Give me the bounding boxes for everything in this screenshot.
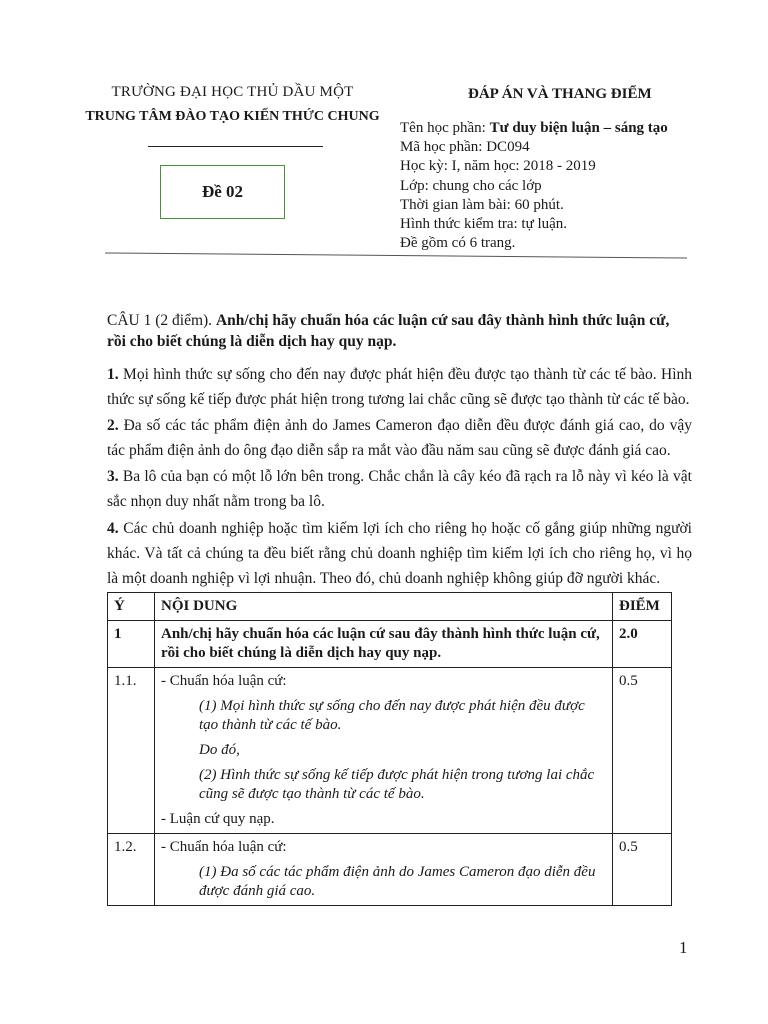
item-2 <box>107 413 692 463</box>
exam-format: Hình thức kiểm tra: tự luận. <box>400 216 568 233</box>
item-text: Đa số các tác phẩm điện ảnh do James Cameron đạo diễn đều được đánh giá cao, do vậy tác phẩm điện ảnh do ông đạo diễn sắp ra mắt vào đầu năm sau cũng sẽ được đánh giá cao. <box>107 417 692 459</box>
content-line: - Chuẩn hóa luận cứ: <box>161 839 287 855</box>
row-content: Anh/chị hãy chuẩn hóa các luận cứ sau đây thành hình thức luận cứ, rồi cho biết chúng là diễn dịch hay quy nạp. <box>155 621 613 668</box>
page-count: Đề gồm có 6 trang. <box>400 235 516 252</box>
item-number: 3. <box>107 468 119 485</box>
item-text: Mọi hình thức sự sống cho đến nay được phát hiện đều được tạo thành từ các tế bào. Hình thức sự sống kế tiếp được phát hiện trong tương lai chắc cũng sẽ được tạo thành từ các tế bào. <box>107 366 692 408</box>
header-underline <box>148 146 323 147</box>
school-name: TRƯỜNG ĐẠI HỌC THỦ DẦU MỘT <box>111 84 354 100</box>
conclusion: (2) Hình thức sự sống kế tiếp được phát hiện trong tương lai chắc cũng sẽ được tạo thành từ các tế bào. <box>199 767 595 802</box>
item-number: 1. <box>107 366 119 383</box>
row-score: 0.5 <box>613 668 672 834</box>
table-header-row <box>108 593 672 621</box>
item-4 <box>107 516 692 591</box>
row-score: 0.5 <box>613 834 672 906</box>
course-name-line <box>400 119 668 138</box>
course-name: Tư duy biện luận – sáng tạo <box>489 120 668 136</box>
answer-table <box>107 592 672 906</box>
content-line: - Chuẩn hóa luận cứ: <box>161 673 287 689</box>
argument-type: - Luận cứ quy nạp. <box>161 811 275 827</box>
item-text: Ba lô của bạn có một lỗ lớn bên trong. Chắc chắn là cây kéo đã rạch ra lỗ này vì kéo là vật sắc nhọn duy nhất nằm trong ba lô. <box>107 468 692 510</box>
row-index: 1.1. <box>108 668 155 834</box>
class-line: Lớp: chung cho các lớp <box>400 177 542 194</box>
item-text: Các chủ doanh nghiệp hoặc tìm kiếm lợi ích cho riêng họ hoặc cố gắng giúp những người khác. Và tất cả chúng ta đều biết rằng chủ doanh nghiệp tìm kiếm lợi ích cho riêng họ, vì họ là một doanh nghiệp vì lợi nhuận. Theo đó, chủ doanh nghiệp không giúp đỡ người khác. <box>107 520 692 587</box>
item-number: 4. <box>107 520 119 537</box>
premise: (1) Mọi hình thức sự sống cho đến nay được phát hiện đều được tạo thành từ các tế bào. <box>199 698 585 733</box>
exam-code: Đề 02 <box>201 182 244 201</box>
question-prompt: Anh/chị hãy chuẩn hóa các luận cứ sau đây thành hình thức luận cứ, rồi cho biết chúng là diễn dịch hay quy nạp. <box>107 312 670 350</box>
item-3 <box>107 464 692 514</box>
item-1 <box>107 362 692 412</box>
course-info <box>400 119 668 253</box>
row-index: 1 <box>108 621 155 668</box>
center-name: TRUNG TÂM ĐÀO TẠO KIẾN THỨC CHUNG <box>85 109 380 124</box>
exam-code-box <box>160 165 285 219</box>
page-number: 1 <box>679 938 688 957</box>
question-points: (2 điểm). <box>151 312 216 329</box>
table-row <box>108 834 672 906</box>
semester: Học kỳ: I, năm học: 2018 - 2019 <box>400 158 596 175</box>
question-heading <box>107 310 692 352</box>
header-cell: NỘI DUNG <box>155 593 613 621</box>
row-content <box>155 834 613 906</box>
header-cell: Ý <box>108 593 155 621</box>
course-code: Mã học phần: DC094 <box>400 139 530 156</box>
table-row <box>108 668 672 834</box>
premise: (1) Đa số các tác phẩm điện ảnh do James Cameron đạo diễn đều được đánh giá cao. <box>199 864 596 899</box>
row-score: 2.0 <box>613 621 672 668</box>
duration: Thời gian làm bài: 60 phút. <box>400 196 564 213</box>
answer-title: ĐÁP ÁN VÀ THANG ĐIỂM <box>468 86 652 102</box>
course-label: Tên học phần: <box>400 120 490 136</box>
table-row <box>108 621 672 668</box>
item-number: 2. <box>107 417 119 434</box>
header-cell: ĐIỂM <box>613 593 672 621</box>
row-index: 1.2. <box>108 834 155 906</box>
question-label: CÂU 1 <box>107 312 152 329</box>
therefore: Do đó, <box>199 742 240 758</box>
row-content <box>155 668 613 834</box>
